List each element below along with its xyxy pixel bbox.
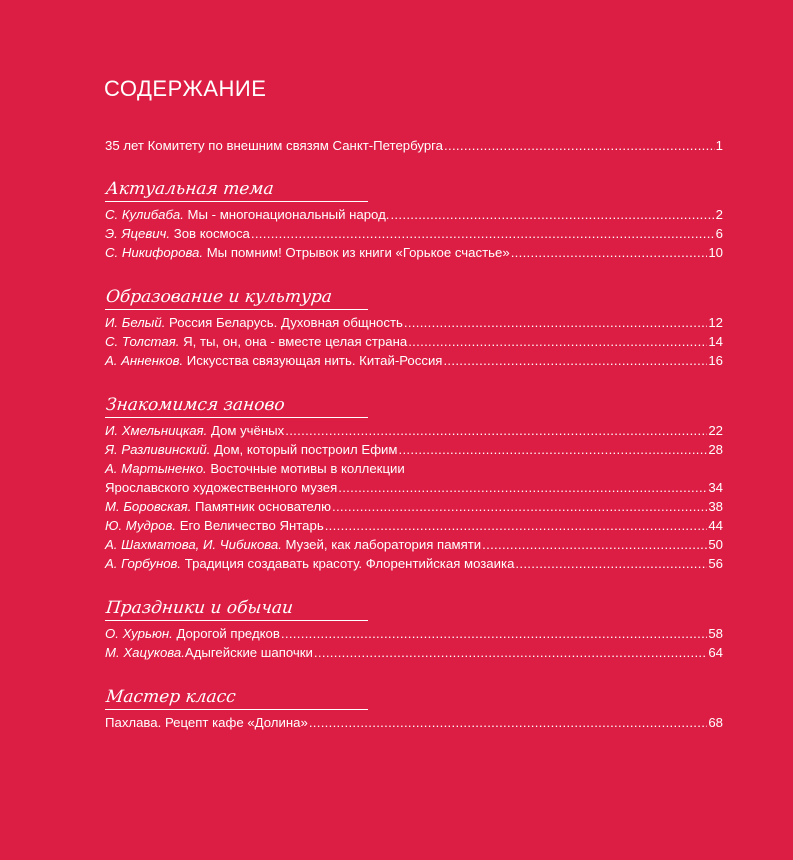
toc-entry-page: 6 [715, 226, 723, 241]
section-divider [105, 417, 368, 418]
leader-dots [251, 224, 715, 243]
toc-entry-author: С. Толстая. [105, 334, 180, 349]
leader-dots [309, 713, 708, 732]
toc-entry[interactable] [105, 713, 723, 732]
section-heading: Праздники и обычаи [104, 598, 295, 618]
table-of-contents [105, 136, 723, 732]
toc-entry-title: Россия Беларусь. Духовная общность [165, 315, 403, 330]
toc-entry[interactable] [105, 351, 723, 370]
toc-entry-title: Восточные мотивы в коллекции [206, 461, 405, 476]
toc-entry-page: 16 [708, 353, 723, 368]
leader-dots [511, 243, 708, 262]
toc-entry-title: Памятник основателю [191, 499, 331, 514]
toc-entry-author: И. Хмельницкая. [105, 423, 208, 438]
toc-entry[interactable] [105, 497, 723, 516]
toc-entry-title: Дом, который построил Ефим [210, 442, 398, 457]
toc-entry[interactable] [105, 205, 723, 224]
toc-entry-title: Его Величество Янтарь [176, 518, 324, 533]
toc-entry-title: Мы помним! Отрывок из книги «Горькое счастье» [203, 245, 510, 260]
leader-dots [285, 421, 707, 440]
section-heading: Образование и культура [104, 287, 333, 307]
toc-entry-author: С. Кулибаба. [105, 207, 184, 222]
leader-dots [338, 478, 707, 497]
toc-entry-text [105, 243, 510, 262]
toc-entry[interactable] [105, 313, 723, 332]
toc-entry-title: Зов космоса [170, 226, 250, 241]
toc-entry-author: С. Никифорова. [105, 245, 204, 260]
toc-entry-author: А. Шахматова, И. Чибикова. [105, 537, 282, 552]
toc-entry-page: 68 [708, 715, 723, 730]
leader-dots [443, 351, 707, 370]
toc-entry-author: А. Анненков. [105, 353, 184, 368]
toc-entry-text [105, 313, 403, 332]
toc-entry-text [105, 624, 280, 643]
toc-entry-author: А. Мартыненко. [105, 461, 207, 476]
toc-section [105, 597, 723, 662]
toc-entry-title: Мы - многонациональный народ. [183, 207, 390, 222]
toc-entry-page: 38 [708, 499, 723, 514]
toc-entry[interactable] [105, 516, 723, 535]
toc-entry-page: 58 [708, 626, 723, 641]
toc-entry-text [105, 535, 481, 554]
toc-entry-text [105, 421, 284, 440]
leader-dots [444, 136, 715, 155]
toc-entry-intro[interactable] [105, 136, 723, 155]
leader-dots [332, 497, 707, 516]
leader-dots [325, 516, 708, 535]
toc-entry-title: Я, ты, он, она - вместе целая страна [179, 334, 408, 349]
toc-entry-author: Я. Разливинский. [105, 442, 211, 457]
section-heading: Мастер класс [104, 687, 237, 707]
toc-entry[interactable] [105, 624, 723, 643]
leader-dots [281, 624, 707, 643]
section-heading: Знакомимся заново [104, 395, 286, 415]
toc-entry[interactable] [105, 243, 723, 262]
toc-entry-text [105, 478, 337, 497]
toc-entry-page: 56 [708, 556, 723, 571]
section-divider [105, 309, 368, 310]
toc-entry-title: Пахлава. Рецепт кафе «Долина» [105, 715, 308, 730]
toc-entry-page: 22 [708, 423, 723, 438]
page-title: СОДЕРЖАНИЕ [104, 76, 267, 101]
toc-entry-title: Традиция создавать красоту. Флорентийская мозаика [181, 556, 515, 571]
toc-entry[interactable] [105, 440, 723, 459]
toc-entry-title: Дом учёных [207, 423, 285, 438]
toc-entry[interactable] [105, 643, 723, 662]
toc-entry-title: Искусства связующая нить. Китай-Россия [183, 353, 443, 368]
toc-entry-text [105, 332, 407, 351]
toc-entry[interactable] [105, 421, 723, 440]
toc-entry-author: О. Хурьюн. [105, 626, 173, 641]
toc-entry-page: 44 [708, 518, 723, 533]
toc-entry-page: 28 [708, 442, 723, 457]
toc-entry[interactable] [105, 535, 723, 554]
toc-entry-title: 35 лет Комитету по внешним связям Санкт-Петербурга [105, 138, 444, 153]
section-divider [105, 620, 368, 621]
toc-entry-author: И. Белый. [105, 315, 166, 330]
toc-entry[interactable] [105, 554, 723, 573]
toc-entry-text [105, 554, 514, 573]
toc-entry[interactable] [105, 478, 723, 497]
toc-entry-author: А. Горбунов. [105, 556, 182, 571]
leader-dots [404, 313, 707, 332]
toc-entry-author: Э. Яцевич. [105, 226, 171, 241]
toc-entry[interactable] [105, 459, 723, 478]
section-divider [105, 201, 368, 202]
toc-entry-author: М. Боровская. [105, 499, 192, 514]
leader-dots [390, 205, 714, 224]
toc-entry-author: М. Хацукова. [105, 645, 185, 660]
toc-entry-title: Дорогой предков [172, 626, 280, 641]
toc-entry[interactable] [105, 332, 723, 351]
toc-entry-text [105, 459, 405, 478]
toc-entry-title: Адыгейские шапочки [184, 645, 313, 660]
toc-entry-page: 10 [708, 245, 723, 260]
leader-dots [515, 554, 707, 573]
section-divider [105, 709, 368, 710]
leader-dots [399, 440, 708, 459]
toc-entry-text [105, 351, 442, 370]
toc-entry-page: 14 [708, 334, 723, 349]
toc-entry[interactable] [105, 224, 723, 243]
toc-entry-text [105, 643, 313, 662]
toc-entry-text [105, 497, 331, 516]
toc-entry-page: 12 [708, 315, 723, 330]
toc-section [105, 394, 723, 573]
toc-entry-title: Ярославского художественного музея [105, 480, 338, 495]
toc-entry-text [105, 713, 308, 732]
toc-entry-text [105, 516, 324, 535]
toc-entry-text [105, 440, 398, 459]
toc-entry-text [105, 205, 389, 224]
section-heading: Актуальная тема [104, 179, 275, 199]
toc-entry-author: Ю. Мудров. [105, 518, 177, 533]
toc-section [105, 178, 723, 262]
toc-section [105, 686, 723, 732]
toc-entry-page: 1 [715, 138, 723, 153]
toc-entry-page: 50 [708, 537, 723, 552]
toc-entry-page: 64 [708, 645, 723, 660]
toc-entry-title: Музей, как лаборатория памяти [281, 537, 482, 552]
toc-entry-text [105, 224, 250, 243]
toc-entry-page: 2 [715, 207, 723, 222]
toc-section [105, 286, 723, 370]
toc-sections [105, 178, 723, 732]
leader-dots [314, 643, 707, 662]
toc-entry-page: 34 [708, 480, 723, 495]
leader-dots [482, 535, 707, 554]
leader-dots [408, 332, 707, 351]
